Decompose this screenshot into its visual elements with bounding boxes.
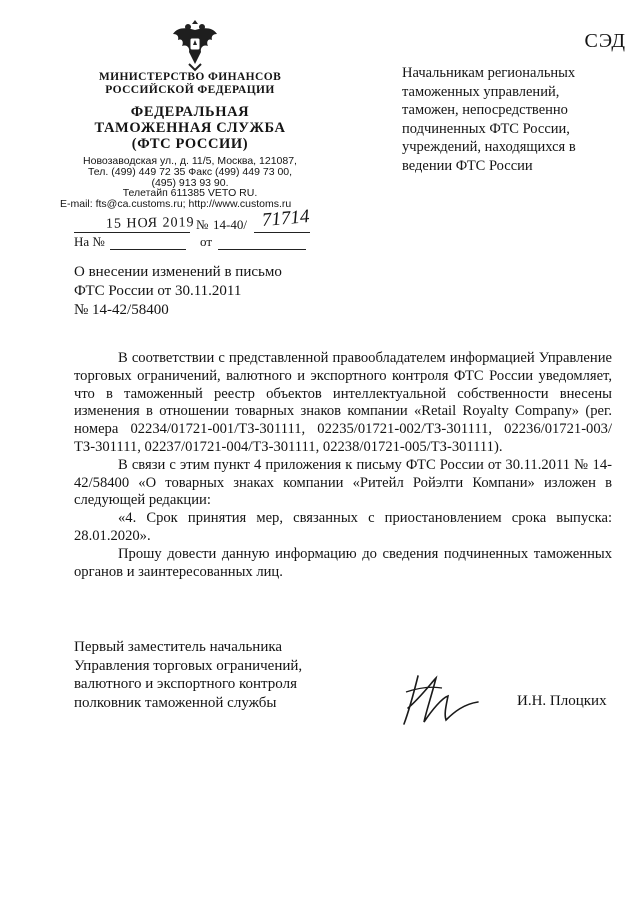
number-underline (254, 232, 310, 233)
reference-number-underline (110, 249, 186, 250)
body-paragraph: В связи с этим пункт 4 приложения к письму ФТС России от 30.11.2011 № 14-42/58400 «О товарных знаках компании «Ритейл Ройэлти Компани» изложен в следующей редакции: (74, 456, 612, 509)
addressee-line: подчиненных ФТС России, (402, 120, 570, 137)
ministry-line: РОССИЙСКОЙ ФЕДЕРАЦИИ (105, 84, 275, 96)
body-paragraph: В соответствии с представленной правообладателем информацией Управление торговых ограничений, валютного и экспортного контроля ФТС России уведомляет, что в таможенный реестр объектов интеллектуальной собственности внесены изменения в отношении товарных знаков компании «Retail Royalty Company» (рег. номера 02234/01721-001/ТЗ-301111, 02235/01721-002/ТЗ-301111, 02236/01721-003/ТЗ-301111, 02237/01721-004/ТЗ-301111, 02238/01721-005/ТЗ-301111). (74, 350, 612, 455)
ministry-line: МИНИСТЕРСТВО ФИНАНСОВ (98, 71, 282, 83)
signer-position-line: Первый заместитель начальника (74, 639, 283, 655)
signer-position-line: валютного и экспортного контроля (74, 676, 297, 692)
phone-line: Тел. (499) 449 72 35 Факс (499) 449 73 00, (87, 165, 293, 178)
signer-position-line: Управления торговых ограничений, (74, 657, 303, 674)
addressee-line: Начальникам региональных (402, 65, 576, 81)
double-headed-eagle-icon (170, 16, 220, 72)
document-corner-mark: СЭД (584, 30, 626, 52)
teletype-line: Телетайп 611385 VETO RU. (122, 187, 258, 200)
contact-block (60, 156, 320, 210)
subject-line: № 14-42/58400 (74, 302, 169, 318)
body-paragraph: «4. Срок принятия мер, связанных с приостановлением срока выпуска: 28.01.2020». (74, 510, 612, 544)
reference-date-underline (218, 249, 306, 250)
ministry-name (60, 71, 320, 97)
phone-line-2: (495) 913 93 90. (151, 176, 229, 189)
signer-name: И.Н. Плоцких (517, 693, 607, 709)
service-line: (ФТС РОССИИ) (131, 136, 249, 152)
subject-line: ФТС России от 30.11.2011 (74, 283, 242, 299)
addressee-block (402, 64, 622, 175)
registration-number-handwritten: 71714 (261, 205, 311, 232)
service-line: ФЕДЕРАЛЬНАЯ (130, 104, 250, 120)
registration-number-prefix: 14-40/ (213, 217, 247, 232)
email-line: E-mail: fts@ca.customs.ru; http://www.customs.ru (60, 198, 292, 211)
signer-position-line: полковник таможенной службы (74, 694, 277, 711)
addressee-line: таможен, непосредственно (402, 102, 568, 118)
handwritten-signature-icon (398, 668, 482, 730)
body-paragraph: Прошу довести данную информацию до сведения подчиненных таможенных органов и заинтересованных лиц. (74, 545, 612, 580)
registration-number-label: № (196, 217, 209, 232)
reference-number-label: На № (74, 234, 105, 249)
service-name (60, 104, 320, 152)
service-line: ТАМОЖЕННАЯ СЛУЖБА (94, 120, 286, 136)
signer-block (74, 638, 302, 712)
addressee-line: учреждений, находящихся в (402, 139, 576, 155)
date-underline (74, 232, 190, 233)
letter-body (74, 350, 612, 581)
subject-block (74, 263, 282, 320)
reference-date-label: от (200, 234, 213, 249)
subject-line: О внесении изменений в письмо (74, 264, 282, 280)
registration-date: 15 НОЯ 2019 (105, 215, 195, 232)
address-line: Новозаводская ул., д. 11/5, Москва, 121087, (83, 155, 297, 167)
addressee-line: ведении ФТС России (402, 157, 533, 174)
addressee-line: таможенных управлений, (402, 83, 560, 100)
